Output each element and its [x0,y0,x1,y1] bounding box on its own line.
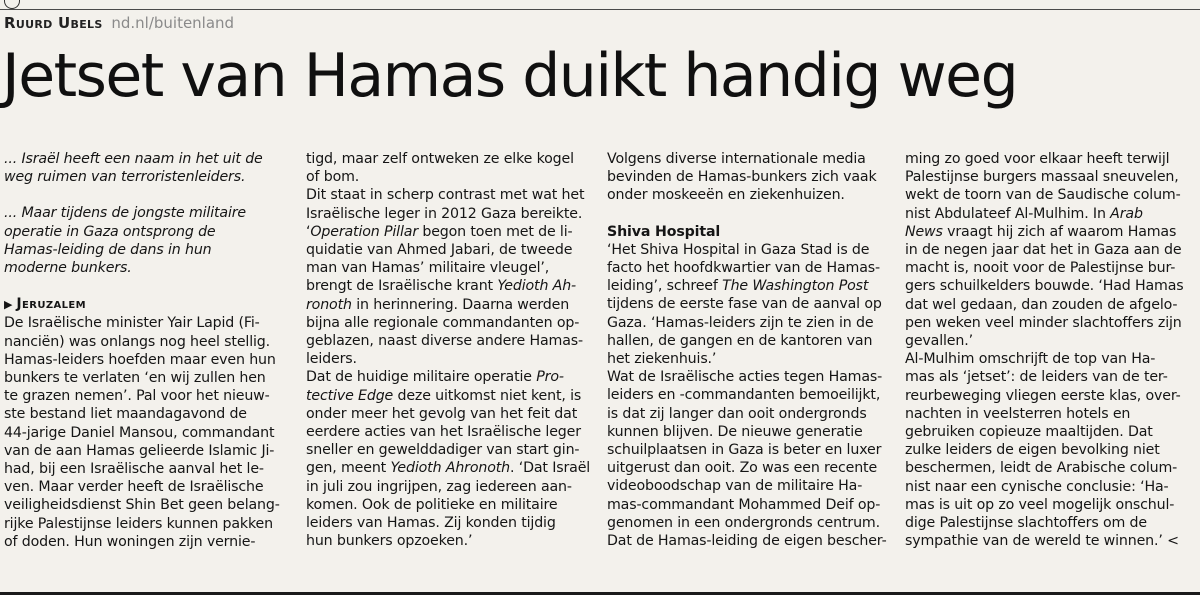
text-line: dat wel gedaan, dan zouden de afgelo- [905,296,1178,313]
body-text-col3-top [607,150,897,205]
text-line: gers schuilkelders bouwde. ‘Had Hamas [905,278,1184,295]
text-line: nanciën) was onlangs nog heel stellig. [4,333,271,350]
text-line: rijke Palestijnse leiders kunnen pakken [4,515,273,532]
text-line: te grazen nemen’. Pal voor het nieuw- [4,388,270,405]
triangle-right-icon: ▶ [4,298,13,312]
text-line: mas-commandant Mohammed Deif op- [607,496,881,513]
column-4 [905,150,1195,550]
text-line: man van Hamas’ militaire vleugel’, [306,260,550,277]
text-line: gevallen.’ [905,333,973,350]
text-line: Volgens diverse internationale media [607,151,866,167]
text-line: Dit staat in scherp contrast met wat het [306,187,585,204]
text-line: veiligheidsdienst Shin Bet geen belang- [4,497,280,514]
column-1 [4,150,294,551]
text-line: Wat de Israëlische acties tegen Hamas- [607,369,883,386]
text-line: zulke leiders de eigen bevolking niet [905,442,1160,459]
text-line: pen weken veel minder slachtoffers zijn [905,314,1182,331]
text-line: eerdere acties van het Israëlische leger [306,424,581,441]
text-line: mas is uit op zo veel mogelijk onschul- [905,496,1175,513]
text-line: ven. Maar verder heeft de Israëlische [4,479,264,496]
text-line: onder meer het gevolg van het feit dat [306,405,578,422]
spacer [607,205,897,223]
text-line: bevinden de Hamas-bunkers zich vaak [607,169,877,186]
text-line: uitgerust dan ooit. Zo was een recente [607,460,878,477]
text-line: wekt de toorn van de Saudische colum- [905,187,1181,204]
spacer [4,186,294,204]
intro-line: Hamas-leiding de dans in hun [4,241,212,258]
text-line: of bom. [306,169,360,186]
text-line: facto het hoofdkwartier van de Hamas- [607,260,880,277]
body-text-col4 [905,150,1195,550]
text-line: leiders van Hamas. Zij konden tijdig [306,515,556,532]
text-line: brengt de Israëlische krant Yedioth Ah- [306,278,577,295]
text-line: in de negen jaar dat het in Gaza aan de [905,242,1182,259]
text-line: Israëlische leger in 2012 Gaza bereikte. [306,205,583,222]
text-line: genomen in een ondergronds centrum. [607,514,880,531]
text-line: had, bij een Israëlische aanval het le- [4,461,264,478]
column-2 [306,150,596,550]
text-line: reurbeweging vliegen eerste klas, over- [905,387,1181,404]
text-line: nachten in veelsterren hotels en [905,405,1131,422]
intro-line: weg ruimen van terroristenleiders. [4,169,246,186]
text-line: ‘Het Shiva Hospital in Gaza Stad is de [607,241,870,258]
author-name: Ruurd Ubels [4,14,103,32]
text-line: dige Palestijnse slachtoffers om de [905,515,1147,532]
subheading: Shiva Hospital [607,223,721,240]
text-line: nist Abdulateef Al-Mulhim. In Arab [905,205,1143,222]
body-text-col3 [607,241,897,550]
intro-line: ... Maar tijdens de jongste militaire [4,205,246,222]
text-line: leiding’, schreef The Washington Post [607,278,869,295]
text-line: onder moskeeën en ziekenhuizen. [607,187,845,204]
intro-line: moderne bunkers. [4,260,132,277]
intro-paragraph-2 [4,204,294,277]
text-line: in juli zou ingrijpen, zag iedereen aan- [306,478,572,495]
text-line: leiders. [306,351,357,368]
column-3 [607,150,897,550]
text-line: tective Edge deze uitkomst niet kent, is [306,387,582,404]
intro-paragraph-1 [4,150,294,186]
text-line: macht is, nooit voor de Palestijnse bur- [905,260,1176,277]
text-line: geblazen, naast diverse andere Hamas- [306,333,583,350]
newspaper-logo-icon [4,0,20,9]
text-line: komen. Ook de politieke en militaire [306,496,558,513]
text-line: beschermen, leidt de Arabische colum- [905,460,1178,477]
text-line: schuilplaatsen in Gaza is beter en luxer [607,442,882,459]
text-line: News vraagt hij zich af waarom Hamas [905,223,1177,240]
top-rule [0,9,1200,10]
text-line: is dat zij langer dan ooit ondergronds [607,405,867,422]
text-line: gen, meent Yedioth Ahronoth. ‘Dat Israël [306,460,591,477]
text-line: of doden. Hun woningen zijn vernie- [4,533,256,550]
text-line: bunkers te verlaten ‘en wij zullen hen [4,370,266,387]
text-line: 44-jarige Daniel Mansou, commandant [4,424,275,441]
text-line: Al-Mulhim omschrijft de top van Ha- [905,351,1156,368]
article-headline: Jetset van Hamas duikt handig weg [2,41,1018,111]
text-line: De Israëlische minister Yair Lapid (Fi- [4,315,260,332]
text-line: videoboodschap van de militaire Ha- [607,478,863,495]
text-line: tijdens de eerste fase van de aanval op [607,296,882,313]
text-line: gebruiken copieuze maaltijden. Dat [905,424,1153,441]
text-line: sympathie van de wereld te winnen.’ < [905,533,1179,550]
text-line: ronoth in herinnering. Daarna werden [306,296,570,313]
text-line: bijna alle regionale commandanten op- [306,314,580,331]
text-line: nist naar een cynische conclusie: ‘Ha- [905,478,1169,495]
text-line: Dat de huidige militaire operatie Pro- [306,369,564,386]
text-line: mas als ‘jetset’: de leiders van de ter- [905,369,1168,386]
text-line: Palestijnse burgers massaal sneuvelen, [905,169,1179,186]
text-line: hun bunkers opzoeken.’ [306,533,473,550]
dateline [4,295,294,314]
text-line: hallen, de gangen en de kantoren van [607,332,873,349]
text-line: het ziekenhuis.’ [607,351,717,368]
text-line: quidatie van Ahmed Jabari, de tweede [306,242,573,259]
text-line: Dat de Hamas-leiding de eigen bescher- [607,533,887,550]
text-line: ste bestand liet maandagavond de [4,406,247,423]
text-line: tigd, maar zelf ontweken ze elke kogel [306,151,574,167]
text-line: ‘Operation Pillar begon toen met de li- [306,223,573,240]
spacer [4,277,294,295]
intro-line: operatie in Gaza ontsprong de [4,223,216,240]
text-line: ming zo goed voor elkaar heeft terwijl [905,151,1170,167]
body-text-col1 [4,314,294,551]
intro-line: ... Israël heeft een naam in het uit de [4,151,263,167]
text-line: Gaza. ‘Hamas-leiders zijn te zien in de [607,314,874,331]
byline [4,13,234,37]
text-line: sneller en gewelddadiger van start gin- [306,442,580,459]
text-line: leiders en -commandanten bemoeilijkt, [607,387,881,404]
section-url: nd.nl/buitenland [111,14,235,32]
dateline-text: Jeruzalem [16,296,86,313]
body-text-col2 [306,150,596,550]
text-line: van de aan Hamas gelieerde Islamic Ji- [4,442,275,459]
text-line: Hamas-leiders hoefden maar even hun [4,351,276,368]
text-line: kunnen blijven. De nieuwe generatie [607,423,863,440]
